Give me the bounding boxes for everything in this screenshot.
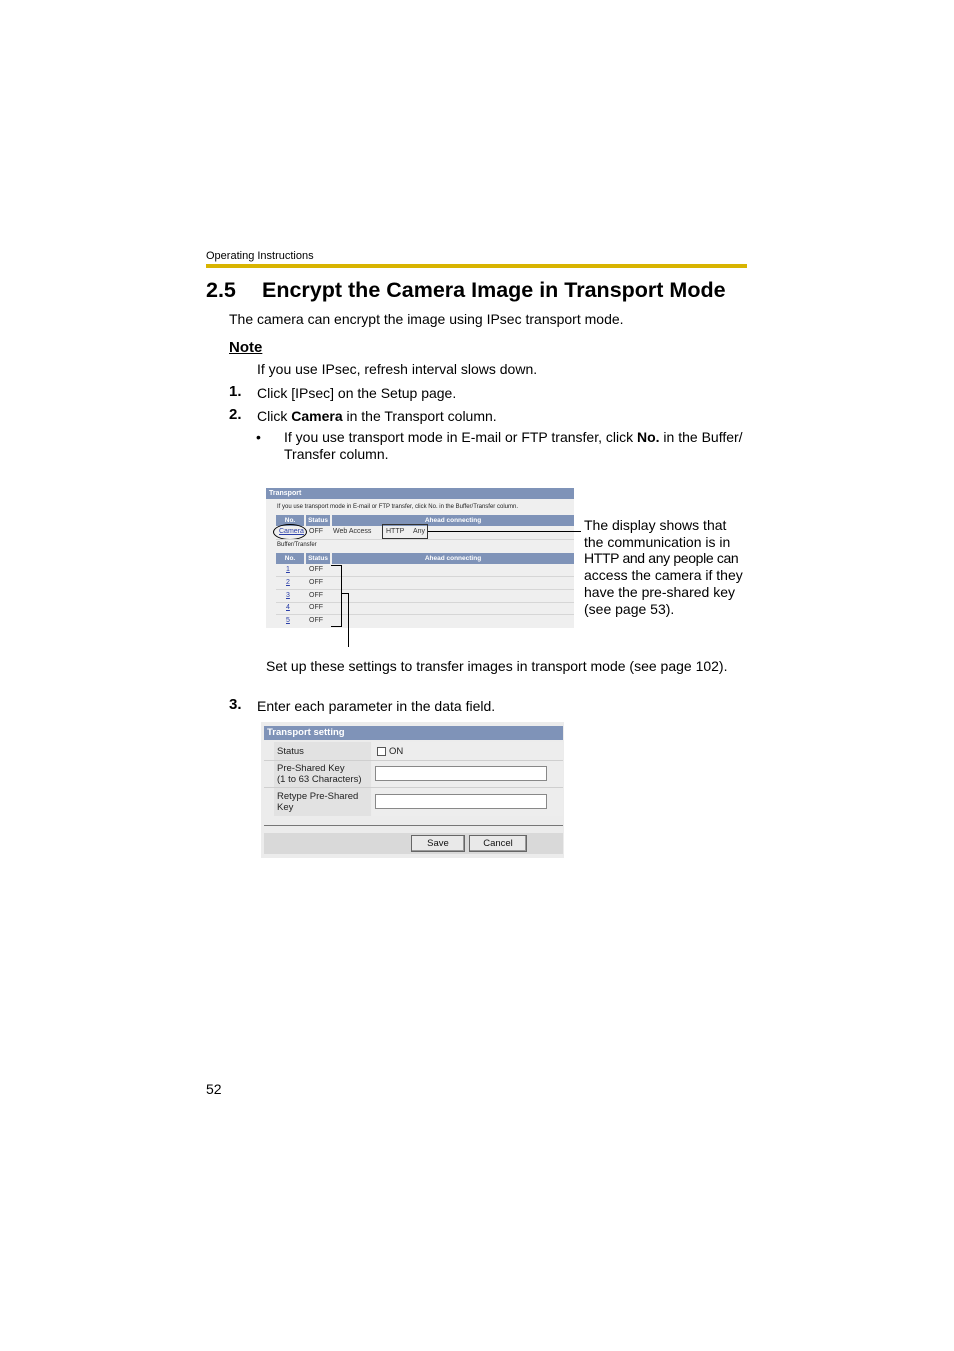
callout-right-line-6: (see page 53). <box>584 601 675 617</box>
header-rule <box>206 264 747 268</box>
camera-link[interactable]: Camera <box>279 528 304 535</box>
retype-label-line-2: Key <box>277 802 294 813</box>
row-divider <box>276 602 574 603</box>
status-label: Status <box>277 746 304 757</box>
col-status-header: Status <box>306 515 330 526</box>
callout-right-line-2: the communication is in <box>584 534 731 550</box>
section-title <box>206 278 726 303</box>
buffer-row-3-no[interactable]: 3 <box>286 592 290 599</box>
camera-status: OFF <box>309 528 323 535</box>
step-2-bold: Camera <box>291 408 343 424</box>
buffer-row-5-status: OFF <box>309 617 323 624</box>
callout-leader-right <box>428 531 581 532</box>
row-divider <box>264 760 563 761</box>
section-title-text: Encrypt the Camera Image in Transport Mode <box>262 278 726 302</box>
row-divider <box>276 539 574 540</box>
step-3-number: 3. <box>229 696 242 713</box>
step-2-number: 2. <box>229 406 242 423</box>
camera-protocol: HTTP <box>386 528 405 535</box>
bullet-line-2: Transfer column. <box>284 446 389 462</box>
retype-pre-shared-key-input[interactable] <box>375 794 547 809</box>
buffer-row-4-no[interactable]: 4 <box>286 604 290 611</box>
buffer-row-2-status: OFF <box>309 579 323 586</box>
psk-label-line-2: (1 to 63 Characters) <box>277 774 362 785</box>
camera-target: Any <box>413 528 426 535</box>
callout-right-line-5: have the pre-shared key <box>584 584 735 600</box>
running-header: Operating Instructions <box>206 250 314 262</box>
step-2-text <box>257 408 497 424</box>
intro-text: The camera can encrypt the image using IPsec transport mode. <box>229 311 624 327</box>
status-on-checkbox[interactable] <box>377 747 386 756</box>
buffer-rows-bracket <box>331 565 342 627</box>
step-3-text: Enter each parameter in the data field. <box>257 698 496 714</box>
row-divider <box>276 576 574 577</box>
buffer-row-4-status: OFF <box>309 604 323 611</box>
camera-highlight-ellipse <box>273 524 307 540</box>
save-button[interactable]: Save <box>411 835 465 852</box>
page-number: 52 <box>206 1081 222 1097</box>
bullet-line-1 <box>284 429 743 445</box>
col-no-header: No. <box>276 515 304 526</box>
step-2-post: in the Transport column. <box>342 408 497 424</box>
note-text: If you use IPsec, refresh interval slows down. <box>257 361 538 377</box>
camera-access: Web Access <box>333 528 372 535</box>
buffer-row-1-status: OFF <box>309 566 323 573</box>
step-1-text: Click [IPsec] on the Setup page. <box>257 385 457 401</box>
buffer-col-ahead-header: Ahead connecting <box>332 553 574 564</box>
step-2-pre: Click <box>257 408 292 424</box>
section-number: 2.5 <box>206 278 236 302</box>
buffer-transfer-label: Buffer/Transfer <box>277 542 317 548</box>
bullet-bold: No. <box>636 429 660 445</box>
bullet-post: in the Buffer/ <box>659 429 743 445</box>
retype-label-line-1: Retype Pre-Shared <box>277 791 359 802</box>
pre-shared-key-input[interactable] <box>375 766 547 781</box>
row-divider <box>276 614 574 615</box>
callout-right-line-1: The display shows that <box>584 517 727 533</box>
row-divider <box>276 589 574 590</box>
row-divider <box>264 787 563 788</box>
buffer-row-1-no[interactable]: 1 <box>286 566 290 573</box>
transport-instruction: If you use transport mode in E-mail or FTP transfer, click No. in the Buffer/Transfer column. <box>277 504 518 510</box>
form-divider <box>264 825 563 826</box>
buffer-col-no-header: No. <box>276 553 304 564</box>
buffer-row-2-no[interactable]: 2 <box>286 579 290 586</box>
buffer-col-status-header: Status <box>306 553 330 564</box>
col-ahead-header: Ahead connecting <box>332 515 574 526</box>
buffer-row-3-status: OFF <box>309 592 323 599</box>
bullet-pre: If you use transport mode in E-mail or FTP transfer, click <box>284 429 637 445</box>
step-1-number: 1. <box>229 383 242 400</box>
callout-right-line-4: access the camera if they <box>584 567 743 583</box>
callout-leader-down <box>348 593 349 647</box>
callout-right-line-3: HTTP and any people can <box>584 550 739 566</box>
transport-title-bar: Transport <box>266 488 574 499</box>
status-on-label: ON <box>389 746 404 757</box>
transport-setting-title-bar: Transport setting <box>264 726 563 740</box>
buffer-row-5-no[interactable]: 5 <box>286 617 290 624</box>
note-heading: Note <box>229 339 263 356</box>
cancel-button[interactable]: Cancel <box>469 835 527 852</box>
callout-bottom: Set up these settings to transfer images in transport mode (see page 102). <box>266 658 728 674</box>
bullet-symbol: • <box>256 429 261 445</box>
psk-label-line-1: Pre-Shared Key <box>277 763 345 774</box>
